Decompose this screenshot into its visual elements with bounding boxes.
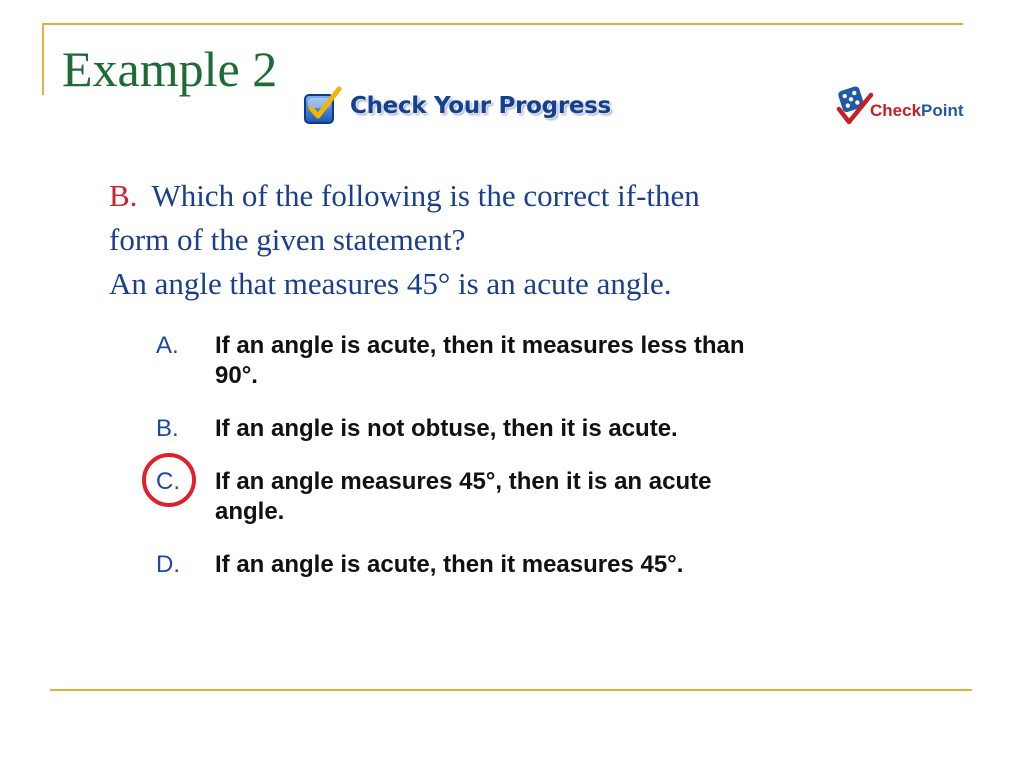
option-letter: A. xyxy=(156,332,179,359)
checkpoint-dice-icon xyxy=(836,85,874,125)
question-line-1 xyxy=(109,174,929,218)
correct-answer-circle xyxy=(142,453,196,507)
option-b[interactable] xyxy=(156,414,776,444)
option-letter-selected: C. xyxy=(156,467,215,497)
left-frame-line xyxy=(42,23,44,95)
bottom-frame-line xyxy=(50,689,972,691)
option-text: If an angle measures 45°, then it is an acute angle. xyxy=(215,468,712,525)
question-line-2: form of the given statement? xyxy=(109,222,466,257)
logo-wordmark: CheckPoint xyxy=(870,101,964,120)
question-statement: An angle that measures 45° is an acute angle. xyxy=(109,266,672,301)
option-text: If an angle is acute, then it measures 45°. xyxy=(215,551,684,578)
option-text: If an angle is acute, then it measures less than 90°. xyxy=(215,332,745,389)
option-a[interactable] xyxy=(156,331,776,391)
option-text: If an angle is not obtuse, then it is acute. xyxy=(215,415,678,442)
checkpoint-logo xyxy=(836,85,964,125)
check-your-progress-banner xyxy=(302,82,611,130)
answer-options xyxy=(156,331,776,603)
option-d[interactable] xyxy=(156,550,776,580)
option-letter: B. xyxy=(156,415,179,442)
checkbox-check-icon xyxy=(302,86,342,126)
slide-title: Example 2 xyxy=(62,41,278,97)
question-letter: B. xyxy=(109,178,138,213)
banner-label: Check Your Progress xyxy=(350,93,611,119)
option-letter: D. xyxy=(156,551,180,578)
question-block xyxy=(109,174,929,306)
question-text: Which of the following is the correct if-then xyxy=(151,178,700,213)
option-c[interactable] xyxy=(156,467,776,527)
top-frame-line xyxy=(42,23,963,25)
